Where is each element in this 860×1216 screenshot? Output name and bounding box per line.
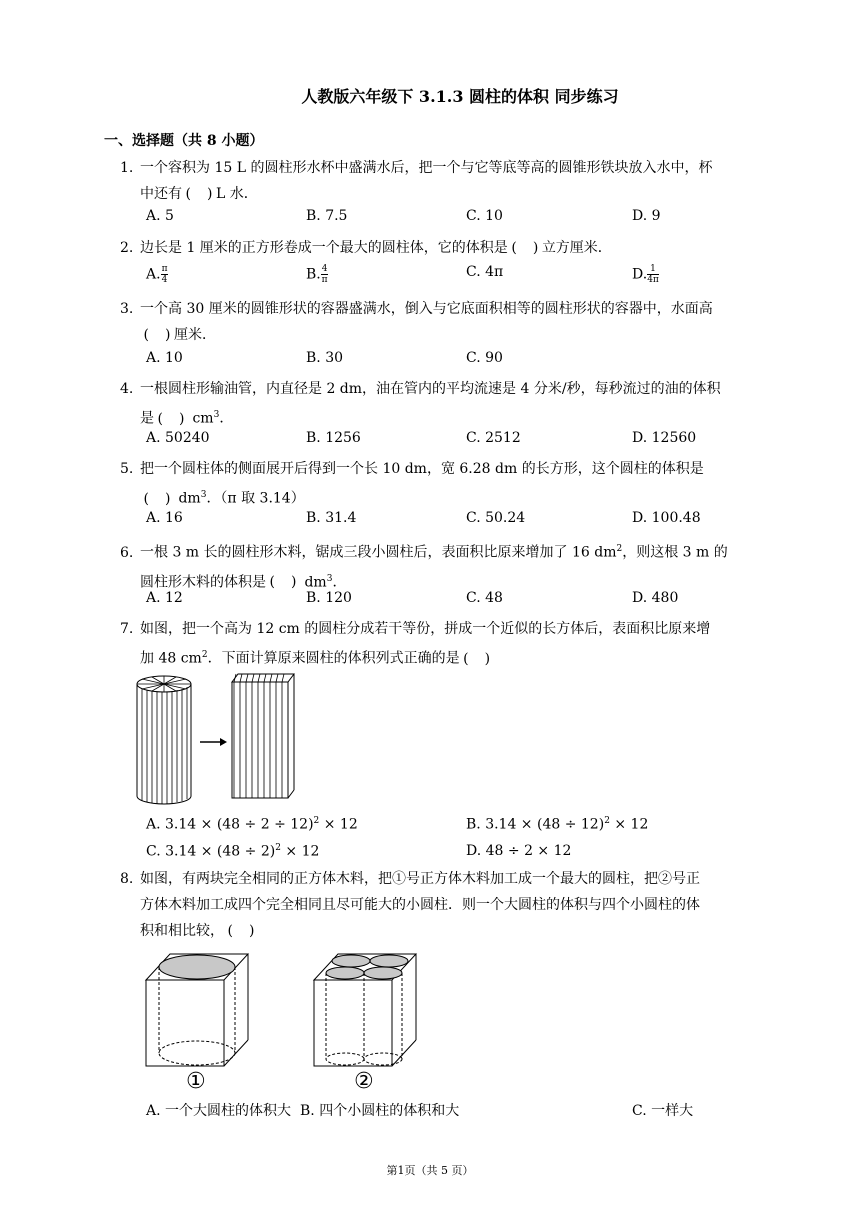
question-4: [120, 376, 760, 432]
question-text: ，则这根 3 m 的: [622, 544, 728, 561]
answer-blank[interactable]: [460, 646, 494, 672]
question-text: ．: [332, 574, 347, 591]
option-c[interactable]: C. 一样大: [632, 1103, 694, 1119]
option-text: B. 3.14 × (48 ÷ 12): [466, 816, 605, 833]
question-text: 边长是 1 厘米的正方形卷成一个最大的圆柱体，它的体积是: [140, 240, 508, 256]
option-b[interactable]: [466, 816, 648, 833]
page-title: 人教版六年级下 3.1.3 圆柱的体积 同步练习: [301, 87, 619, 106]
fraction: [321, 264, 329, 285]
option-d[interactable]: [632, 264, 659, 285]
cube-four-small-cylinders-icon: [314, 954, 416, 1066]
question-text: 如图，把一个高为 12 cm 的圆柱分成若干等份，拼成一个近似的长方体后，表面积比原来增: [140, 621, 711, 637]
option-text: C. 3.14 × (48 ÷ 2): [146, 843, 276, 860]
option-c[interactable]: C. 10: [466, 208, 503, 224]
question-6: [120, 536, 760, 595]
question-2: [120, 235, 760, 261]
option-text: × 12: [319, 816, 358, 833]
option-label: B.: [306, 266, 321, 283]
question-number: 5.: [120, 461, 134, 477]
option-b[interactable]: B. 四个小圆柱的体积和大: [300, 1103, 460, 1119]
option-text: × 12: [609, 816, 649, 833]
unit: dm: [178, 490, 201, 507]
question-8: [120, 866, 760, 944]
question-number: 8.: [120, 871, 134, 887]
option-d[interactable]: D. 480: [632, 590, 679, 606]
answer-blank[interactable]: [182, 181, 216, 207]
question-number: 6.: [120, 544, 134, 561]
option-a[interactable]: [146, 264, 168, 285]
options-1: [146, 208, 766, 230]
fraction: [161, 264, 169, 285]
options-7-row-1: [146, 816, 766, 838]
question-number: 7.: [120, 621, 134, 637]
cube-cylinders-figure: [136, 948, 426, 1096]
unit: cm: [192, 410, 214, 427]
option-a[interactable]: A. 一个大圆柱的体积大: [146, 1103, 292, 1119]
exponent: 2: [616, 544, 623, 554]
option-d[interactable]: D. 12560: [632, 430, 697, 446]
cylinder-icon: [137, 676, 191, 804]
question-text: 中还有: [140, 186, 182, 202]
option-b[interactable]: B. 7.5: [306, 208, 348, 224]
option-a[interactable]: A. 50240: [146, 430, 210, 446]
options-5: [146, 510, 766, 532]
question-text: 一根 3 m 长的圆柱形木料，锯成三段小圆柱后，表面积比原来增加了 16 dm: [140, 544, 617, 561]
options-4: [146, 430, 766, 452]
option-a[interactable]: A. 10: [146, 350, 183, 366]
answer-blank[interactable]: [140, 322, 174, 348]
question-text: 圆柱形木料的体积是: [140, 574, 266, 591]
option-text: A. 3.14 × (48 ÷ 2 ÷ 12): [146, 816, 314, 833]
question-text: ．: [219, 410, 234, 427]
option-b[interactable]: [306, 264, 328, 285]
option-c[interactable]: C. 2512: [466, 430, 521, 446]
question-1: [120, 155, 760, 207]
question-text: ．下面计算原来圆柱的体积列式正确的是: [207, 650, 460, 667]
section-heading: 一、选择题（共 8 小题）: [104, 133, 264, 149]
answer-blank[interactable]: [154, 406, 188, 432]
question-text: ．（π 取 3.14）: [206, 490, 305, 507]
question-text: 如图，有两块完全相同的正方体木料，把①号正方体木料加工成一个最大的圆柱，把②号正: [140, 871, 700, 887]
denominator: π: [321, 275, 328, 285]
option-c[interactable]: C. 4π: [466, 264, 504, 280]
option-d[interactable]: D. 9: [632, 208, 661, 224]
exponent: 2: [275, 843, 281, 853]
cuboid-icon: [232, 674, 294, 798]
question-number: 1.: [120, 160, 134, 176]
option-a[interactable]: A. 5: [146, 208, 174, 224]
option-text: × 12: [280, 843, 320, 860]
option-label: A.: [146, 266, 161, 283]
numerator: 4: [321, 264, 328, 274]
question-text: 把一个圆柱体的侧面展开后得到一个长 10 dm，宽 6.28 dm 的长方形，这个圆柱的体积是: [140, 461, 704, 477]
question-text: 方体木料加工成四个完全相同且尽可能大的小圆柱．则一个大圆柱的体积与四个小圆柱的体: [140, 897, 700, 913]
question-text: 是: [140, 410, 154, 427]
exponent: 2: [313, 816, 320, 826]
options-8: [146, 1100, 766, 1122]
option-b[interactable]: B. 1256: [306, 430, 361, 446]
fraction: [647, 264, 659, 285]
question-text: 一根圆柱形输油管，内直径是 2 dm，油在管内的平均流速是 4 分米/秒，每秒流过的油的体积: [140, 381, 721, 397]
arrow-right-icon: [200, 738, 227, 746]
option-a[interactable]: A. 16: [146, 510, 183, 526]
question-text: 积和相比较，: [140, 923, 224, 939]
cube-one-big-cylinder-icon: [146, 954, 248, 1066]
options-2: [146, 264, 766, 286]
figure-label-2: ②: [354, 1069, 374, 1094]
question-text: 厘米．: [174, 327, 216, 343]
exponent: 3: [200, 490, 207, 500]
option-label: D.: [632, 266, 648, 283]
cylinder-to-cuboid-figure: [130, 668, 310, 810]
option-b[interactable]: B. 31.4: [306, 510, 357, 526]
unit: dm: [304, 574, 327, 591]
denominator: 4π: [647, 275, 659, 285]
question-number: 2.: [120, 240, 134, 256]
option-d[interactable]: D. 48 ÷ 2 × 12: [466, 843, 572, 859]
page-footer: 第1页（共 5 页）: [386, 1164, 474, 1177]
question-text: 一个高 30 厘米的圆锥形状的容器盛满水，倒入与它底面积相等的圆柱形状的容器中，水面高: [140, 301, 713, 317]
answer-blank[interactable]: [224, 918, 258, 944]
answer-blank[interactable]: [508, 235, 542, 261]
question-7: [120, 616, 760, 672]
question-5: [120, 456, 760, 512]
exponent: 2: [201, 650, 208, 660]
question-text: 立方厘米．: [541, 240, 612, 256]
answer-blank[interactable]: [140, 486, 174, 512]
option-a[interactable]: A. 12: [146, 590, 183, 606]
numerator: 1: [647, 264, 659, 275]
exponent: 3: [326, 573, 333, 584]
figure-label-1: ①: [186, 1069, 206, 1094]
exponent: 3: [213, 410, 220, 420]
question-3: [120, 296, 760, 348]
option-b[interactable]: B. 30: [306, 350, 344, 366]
option-c[interactable]: C. 48: [466, 590, 503, 606]
question-text: 加 48 cm: [140, 650, 202, 667]
options-6: [146, 590, 766, 612]
denominator: 4: [161, 275, 168, 285]
question-text: L 水．: [216, 186, 258, 202]
option-c[interactable]: C. 90: [466, 350, 503, 366]
option-c[interactable]: [146, 843, 319, 860]
option-a[interactable]: [146, 816, 358, 833]
options-7-row-2: [146, 843, 766, 865]
option-b[interactable]: B. 120: [306, 590, 352, 606]
exponent: 2: [604, 816, 610, 826]
question-number: 3.: [120, 301, 134, 317]
question-number: 4.: [120, 381, 134, 397]
question-text: 一个容积为 15 L 的圆柱形水杯中盛满水后，把一个与它等底等高的圆锥形铁块放入水中，杯: [140, 160, 713, 176]
option-d[interactable]: D. 100.48: [632, 510, 701, 526]
numerator: π: [161, 264, 168, 274]
options-3: [146, 350, 766, 372]
option-c[interactable]: C. 50.24: [466, 510, 526, 526]
